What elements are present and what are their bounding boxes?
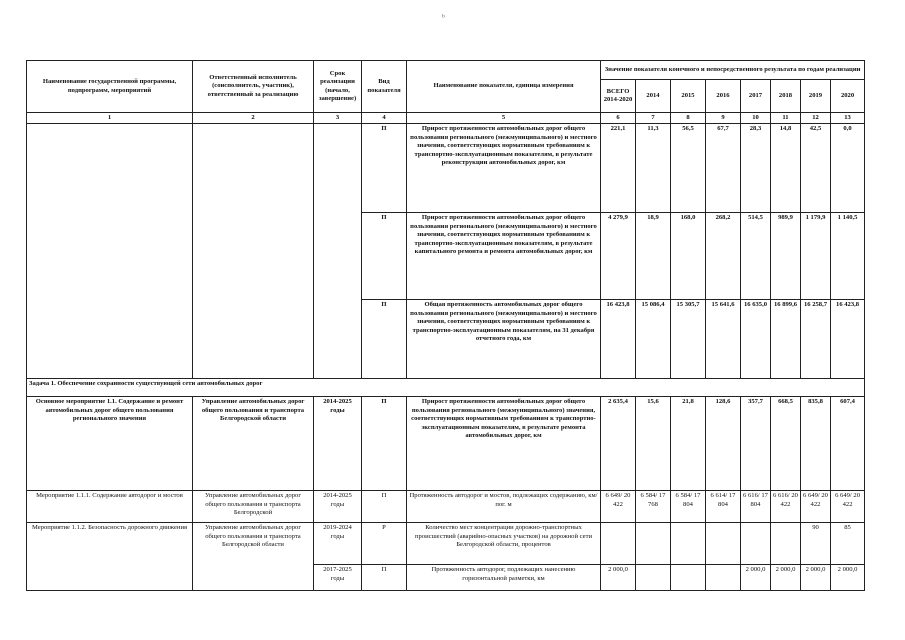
value-cell: 6 614/ 17 804 [706,491,741,523]
value-cell [671,523,706,565]
column-number: 6 [601,113,636,124]
table-row [27,523,865,565]
value-cell: 67,7 [706,124,741,213]
value-cell: 28,3 [741,124,771,213]
value-cell: 2 000,0 [801,565,831,591]
table-row [27,124,865,213]
empty-cell [27,124,193,379]
column-number: 8 [671,113,706,124]
column-number: 9 [706,113,741,124]
value-cell [741,523,771,565]
indicator-name: Протяженность автодорог и мостов, подлежащих содержанию, км/пог. м [407,491,601,523]
event-term: 2014-2025 годы [314,491,362,523]
header-year: ВСЕГО 2014-2020 [601,80,636,113]
value-cell: 6 649/ 20 422 [801,491,831,523]
header-values-group: Значение показателя конечного и непосредственного результата по годам реализации [601,61,865,80]
indicator-name: Прирост протяженности автомобильных дорог общего пользования регионального (межмуниципального) значения, соответствующих нормативным требованиям к транспортно-эксплуатационным показателям, в результате ремонта автомобильных дорог, км [407,397,601,491]
value-cell: 90 [801,523,831,565]
value-cell: 15 641,6 [706,300,741,379]
value-cell: 11,3 [636,124,671,213]
value-cell: 6 649/ 20 422 [831,491,865,523]
value-cell: 221,1 [601,124,636,213]
column-numbers-row [27,113,865,124]
value-cell: 85 [831,523,865,565]
indicator-name: Прирост протяженности автомобильных дорог общего пользования регионального (межмуниципального) и местного значения, соответствующих нормативным требованиям к транспортно-эксплуатационным показателям, в результате капитального ремонта и ремонта автомобильных дорог, км [407,213,601,300]
event-term: 2017-2025 годы [314,565,362,591]
value-cell: 2 000,0 [741,565,771,591]
value-cell: 268,2 [706,213,741,300]
indicator-kind: П [362,491,407,523]
value-cell: 2 000,0 [601,565,636,591]
event-name: Основное мероприятие 1.1. Содержание и ремонт автомобильных дорог общего пользования регионального значения [27,397,193,491]
header-term: Срок реализации (начало, завершение) [314,61,362,113]
value-cell: 2 000,0 [771,565,801,591]
indicator-kind: П [362,213,407,300]
event-executor: Управление автомобильных дорог общего пользования и транспорта Белгородской [193,491,314,523]
value-cell: 15 305,7 [671,300,706,379]
indicator-kind: П [362,397,407,491]
value-cell: 16 899,6 [771,300,801,379]
value-cell: 2 635,4 [601,397,636,491]
value-cell: 0,0 [831,124,865,213]
value-cell: 835,8 [801,397,831,491]
column-number: 3 [314,113,362,124]
column-number: 4 [362,113,407,124]
indicator-kind: П [362,300,407,379]
column-number: 1 [27,113,193,124]
value-cell: 18,9 [636,213,671,300]
indicator-name: Общая протяженность автомобильных дорог общего пользования регионального (межмуниципального) и местного значения, соответствующих нормативным требованиям к транспортно-эксплуатационным показателям, на 31 декабря отчетного года, км [407,300,601,379]
indicator-name: Прирост протяженности автомобильных дорог общего пользования регионального (межмуниципального) и местного значения, соответствующих нормативным требованиям к транспортно-эксплуатационным показателям, в результате реконструкции автомобильных дорог, км [407,124,601,213]
value-cell [671,565,706,591]
header-year: 2019 [801,80,831,113]
task-title: Задача 1. Обеспечение сохранности существующей сети автомобильных дорог [27,379,865,397]
value-cell: 15,6 [636,397,671,491]
value-cell: 16 635,0 [741,300,771,379]
column-number: 11 [771,113,801,124]
event-name: Мероприятие 1.1.1. Содержание автодорог и мостов [27,491,193,523]
indicators-table [26,60,865,591]
value-cell: 2 000,0 [831,565,865,591]
value-cell: 668,5 [771,397,801,491]
header-executor: Ответственный исполнитель (соисполнитель, участник), ответственный за реализацию [193,61,314,113]
value-cell: 16 423,8 [831,300,865,379]
indicator-kind: П [362,565,407,591]
value-cell: 989,9 [771,213,801,300]
event-term: 2014-2025 годы [314,397,362,491]
value-cell: 6 616/ 17 804 [741,491,771,523]
value-cell: 607,4 [831,397,865,491]
value-cell: 16 423,8 [601,300,636,379]
value-cell: 6 584/ 17 768 [636,491,671,523]
value-cell: 6 616/ 20 422 [771,491,801,523]
event-name: Мероприятие 1.1.2. Безопасность дорожного движения [27,523,193,591]
header-row-1 [27,61,865,80]
event-executor: Управление автомобильных дорог общего пользования и транспорта Белгородской области [193,523,314,591]
value-cell: 514,5 [741,213,771,300]
value-cell [601,523,636,565]
indicator-kind: Р [362,523,407,565]
empty-cell [193,124,314,379]
column-number: 5 [407,113,601,124]
value-cell: 168,0 [671,213,706,300]
task-row [27,379,865,397]
table-row [27,397,865,491]
indicator-kind: П [362,124,407,213]
column-number: 7 [636,113,671,124]
value-cell: 14,8 [771,124,801,213]
event-term: 2019-2024 годы [314,523,362,565]
header-year: 2015 [671,80,706,113]
indicator-name: Протяженность автодорог, подлежащих нанесению горизонтальной разметки, км [407,565,601,591]
value-cell: 56,5 [671,124,706,213]
value-cell: 128,6 [706,397,741,491]
table-row [27,491,865,523]
value-cell: 4 279,9 [601,213,636,300]
value-cell [706,523,741,565]
value-cell: 1 179,9 [801,213,831,300]
header-indicator: Наименование показателя, единица измерения [407,61,601,113]
value-cell: 16 258,7 [801,300,831,379]
value-cell: 15 086,4 [636,300,671,379]
header-year: 2016 [706,80,741,113]
indicator-name: Количество мест концентрации дорожно-транспортных происшествий (аварийно-опасных участков) на дорожной сети Белгородской области, процентов [407,523,601,565]
event-executor: Управление автомобильных дорог общего пользования и транспорта Белгородской области [193,397,314,491]
column-number: 10 [741,113,771,124]
empty-cell [314,124,362,379]
value-cell [636,565,671,591]
column-number: 13 [831,113,865,124]
value-cell: 42,5 [801,124,831,213]
header-program: Наименование государственной программы, подпрограмм, мероприятий [27,61,193,113]
header-year: 2017 [741,80,771,113]
value-cell [771,523,801,565]
value-cell: 357,7 [741,397,771,491]
header-year: 2020 [831,80,865,113]
value-cell: 21,8 [671,397,706,491]
header-year: 2018 [771,80,801,113]
header-year: 2014 [636,80,671,113]
column-number: 12 [801,113,831,124]
column-number: 2 [193,113,314,124]
value-cell: 1 140,5 [831,213,865,300]
scan-mark: ᵇ [442,12,445,22]
header-kind: Вид показателя [362,61,407,113]
value-cell [706,565,741,591]
value-cell [636,523,671,565]
value-cell: 6 584/ 17 804 [671,491,706,523]
value-cell: 6 649/ 20 422 [601,491,636,523]
